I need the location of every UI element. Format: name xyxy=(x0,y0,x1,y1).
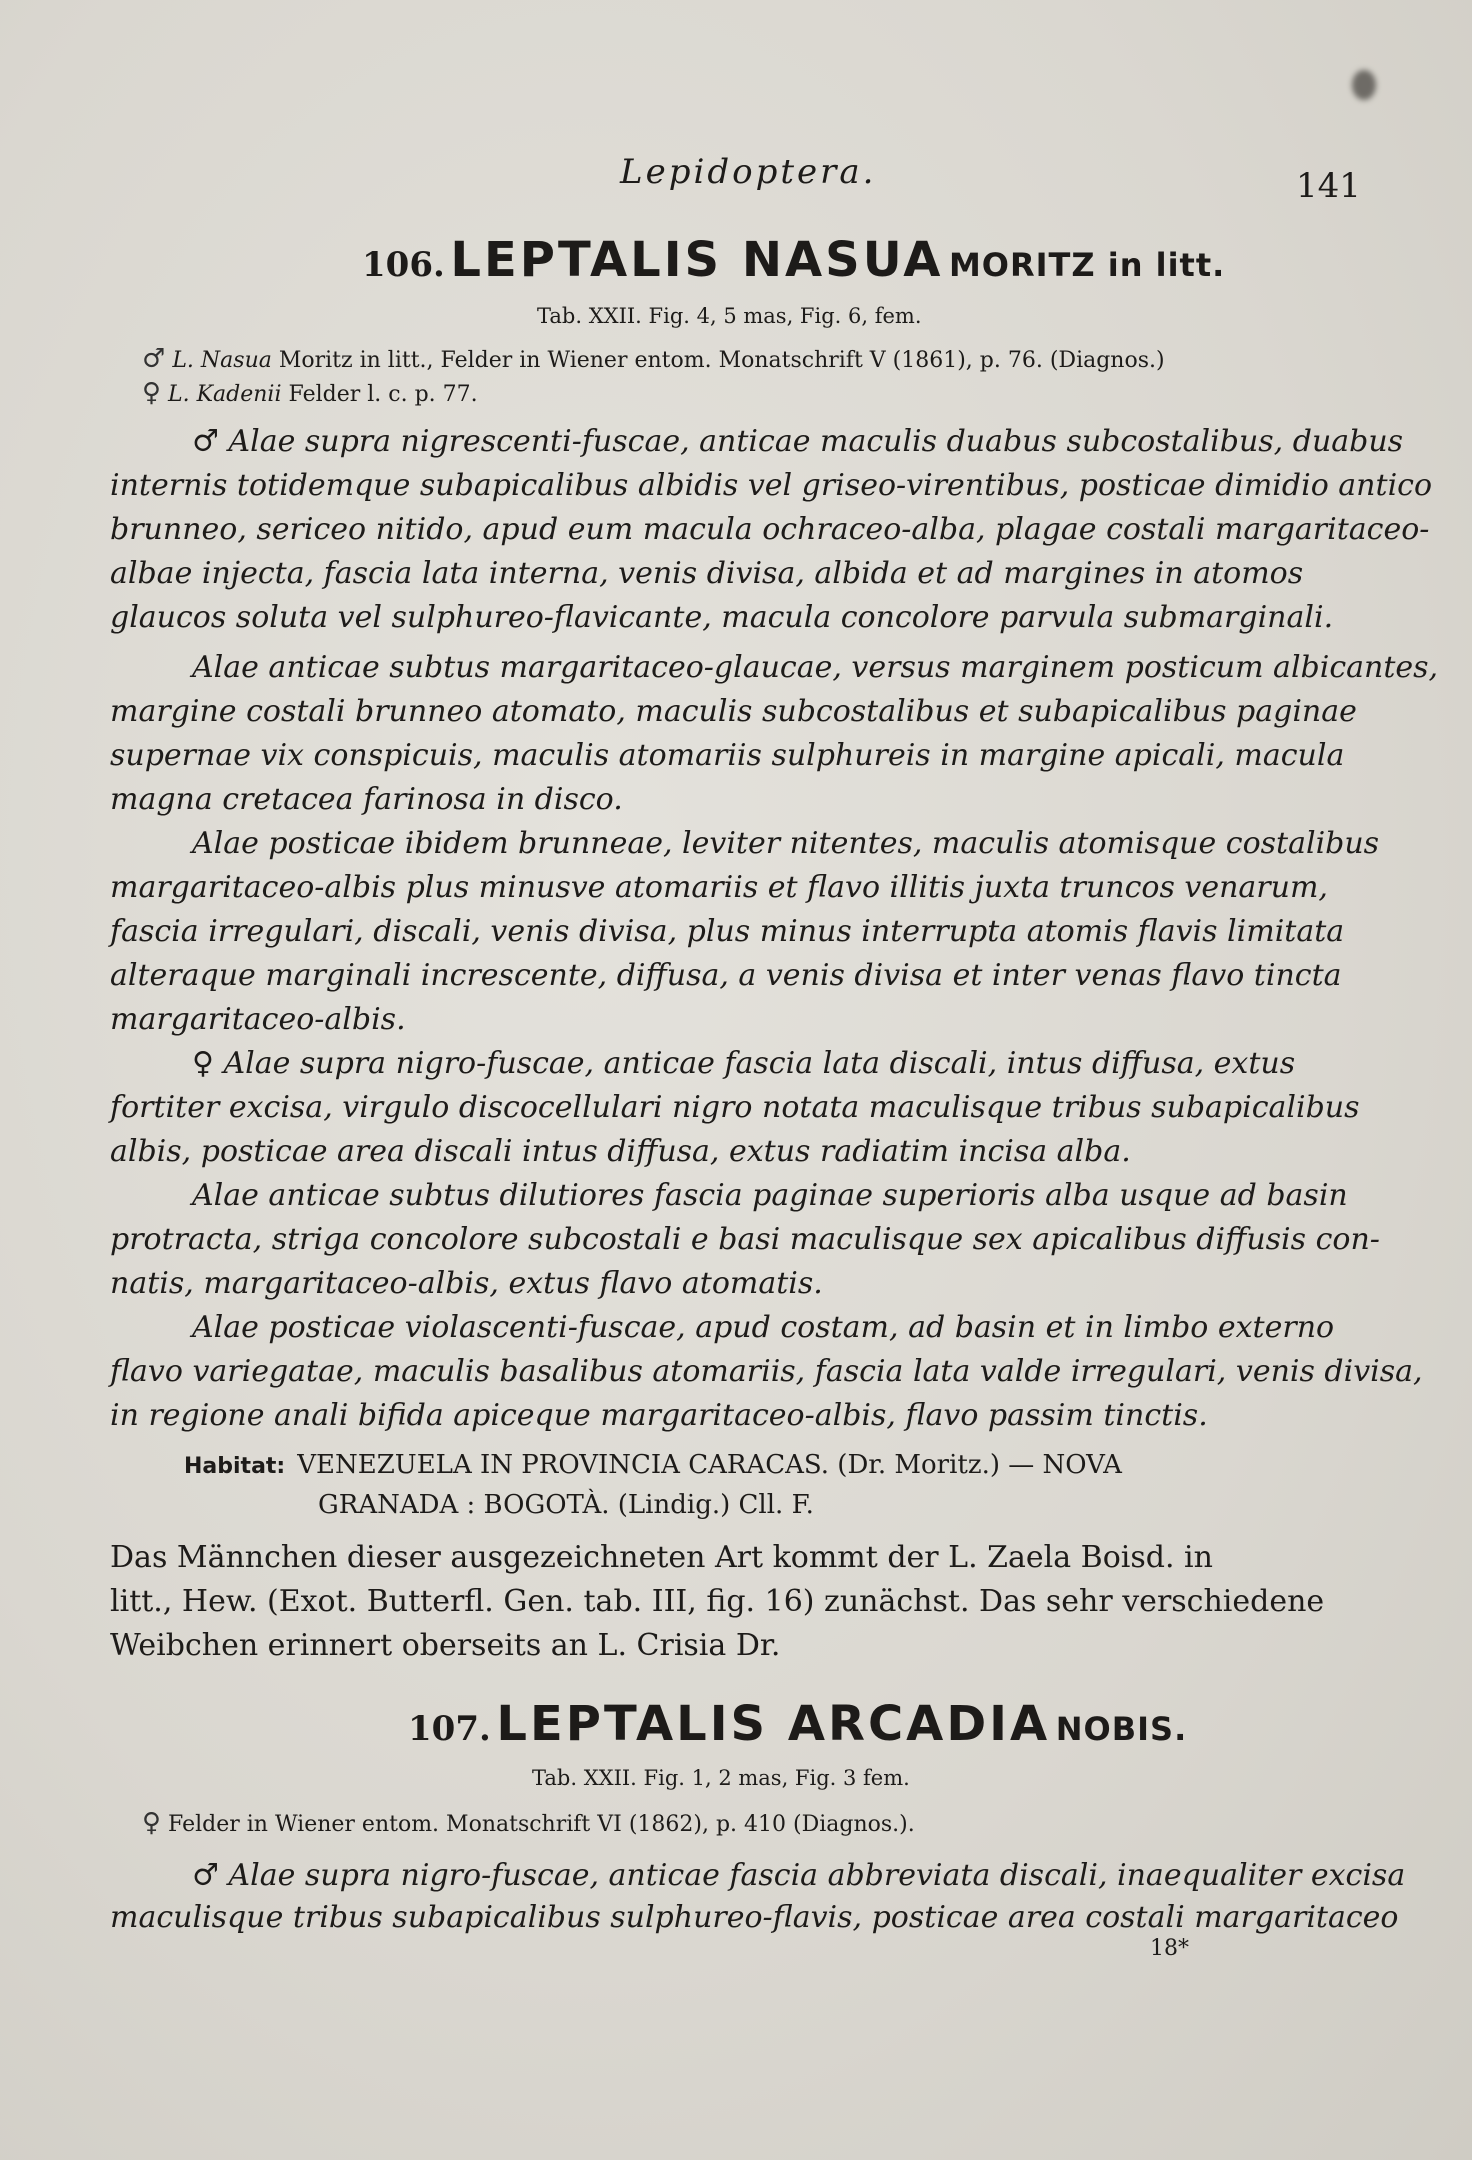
description-line: margaritaceo-albis. xyxy=(110,1002,406,1037)
synonym-line xyxy=(142,1808,915,1838)
description-line: ♂ Alae supra nigrescenti-fuscae, anticae maculis duabus subcostalibus, duabus xyxy=(192,424,1404,459)
description-line: Alae anticae subtus dilutiores fascia paginae superioris alba usque ad basin xyxy=(192,1178,1348,1213)
female-symbol-icon: ♀ xyxy=(142,378,162,408)
habitat-line: GRANADA : BOGOTÀ. (Lindig.) Cll. F. xyxy=(318,1490,814,1520)
synonym-line xyxy=(142,344,1165,374)
habitat-line xyxy=(184,1450,1122,1480)
description-line: magna cretacea farinosa in disco. xyxy=(110,782,623,817)
synonym-citation: Moritz in litt., Felder in Wiener entom. Monatschrift V (1861), p. 76. (Diagnos.) xyxy=(278,348,1165,373)
remark-line: Weibchen erinnert oberseits an L. Crisia Dr. xyxy=(110,1628,781,1663)
description-line: glaucos soluta vel sulphureo-flavicante, macula concolore parvula submarginali. xyxy=(110,600,1334,635)
species-107-title xyxy=(408,1696,1187,1752)
species-author: NOBIS. xyxy=(1055,1710,1188,1748)
description-line: internis totidemque subapicalibus albidis vel griseo-virentibus, posticae dimidio antico xyxy=(110,468,1433,503)
synonym-name: L. Nasua xyxy=(172,348,272,373)
description-line: margine costali brunneo atomato, maculis subcostalibus et subapicalibus paginae xyxy=(110,694,1357,729)
description-line: flavo variegatae, maculis basalibus atomariis, fascia lata valde irregulari, venis divisa, xyxy=(110,1354,1423,1389)
species-number: 107. xyxy=(408,1709,491,1749)
synonym-citation: Felder l. c. p. 77. xyxy=(288,382,478,407)
description-line: Alae posticae ibidem brunneae, leviter nitentes, maculis atomisque costalibus xyxy=(192,826,1380,861)
ink-blot xyxy=(1352,70,1376,100)
habitat-label: Habitat: xyxy=(184,1454,286,1479)
description-line: protracta, striga concolore subcostali e basi maculisque sex apicalibus diffusis con- xyxy=(110,1222,1380,1257)
description-line: natis, margaritaceo-albis, extus flavo atomatis. xyxy=(110,1266,823,1301)
description-line: supernae vix conspicuis, maculis atomariis sulphureis in margine apicali, macula xyxy=(110,738,1345,773)
description-line: brunneo, sericeo nitido, apud eum macula ochraceo-alba, plagae costali margaritaceo- xyxy=(110,512,1430,547)
species-number: 106. xyxy=(362,245,445,285)
female-symbol-icon: ♀ xyxy=(142,1808,162,1838)
signature-mark: 18* xyxy=(1150,1936,1189,1961)
description-line: margaritaceo-albis plus minusve atomariis et flavo illitis juxta truncos venarum, xyxy=(110,870,1328,905)
synonym-citation: Felder in Wiener entom. Monatschrift VI (1862), p. 410 (Diagnos.). xyxy=(168,1812,915,1837)
remark-line: litt., Hew. (Exot. Butterfl. Gen. tab. III, fig. 16) zunächst. Das sehr verschiedene xyxy=(110,1584,1325,1619)
page-number: 141 xyxy=(1296,166,1361,206)
description-line: in regione anali bifida apiceque margaritaceo-albis, flavo passim tinctis. xyxy=(110,1398,1208,1433)
description-line: albae injecta, fascia lata interna, venis divisa, albida et ad margines in atomos xyxy=(110,556,1304,591)
description-line: fascia irregulari, discali, venis divisa, plus minus interrupta atomis flavis limitata xyxy=(110,914,1345,949)
habitat-text: VENEZUELA IN PROVINCIA CARACAS. (Dr. Moritz.) — NOVA xyxy=(297,1450,1122,1480)
description-line: ♀ Alae supra nigro-fuscae, anticae fascia lata discali, intus diffusa, extus xyxy=(192,1046,1296,1081)
description-line: Alae anticae subtus margaritaceo-glaucae, versus marginem posticum albicantes, xyxy=(192,650,1439,685)
description-line: ♂ Alae supra nigro-fuscae, anticae fascia abbreviata discali, inaequaliter excisa xyxy=(192,1858,1406,1893)
description-line: maculisque tribus subapicalibus sulphureo-flavis, posticae area costali margaritaceo xyxy=(110,1900,1399,1935)
remark-line: Das Männchen dieser ausgezeichneten Art kommt der L. Zaela Boisd. in xyxy=(110,1540,1213,1575)
synonym-name: L. Kadenii xyxy=(168,382,282,407)
description-line: Alae posticae violascenti-fuscae, apud costam, ad basin et in limbo externo xyxy=(192,1310,1335,1345)
running-title: Lepidoptera. xyxy=(620,152,877,192)
plate-reference: Tab. XXII. Fig. 4, 5 mas, Fig. 6, fem. xyxy=(537,304,922,328)
species-name: LEPTALIS ARCADIA xyxy=(496,1696,1051,1752)
species-author: MORITZ in litt. xyxy=(948,246,1226,284)
plate-reference: Tab. XXII. Fig. 1, 2 mas, Fig. 3 fem. xyxy=(532,1766,910,1790)
description-line: alteraque marginali increscente, diffusa, a venis divisa et inter venas flavo tincta xyxy=(110,958,1342,993)
description-line: albis, posticae area discali intus diffusa, extus radiatim incisa alba. xyxy=(110,1134,1131,1169)
species-name: LEPTALIS NASUA xyxy=(450,232,944,288)
description-line: fortiter excisa, virgulo discocellulari nigro notata maculisque tribus subapicalibus xyxy=(110,1090,1360,1125)
species-106-title xyxy=(362,232,1225,288)
synonym-line xyxy=(142,378,478,408)
male-symbol-icon: ♂ xyxy=(142,344,166,374)
